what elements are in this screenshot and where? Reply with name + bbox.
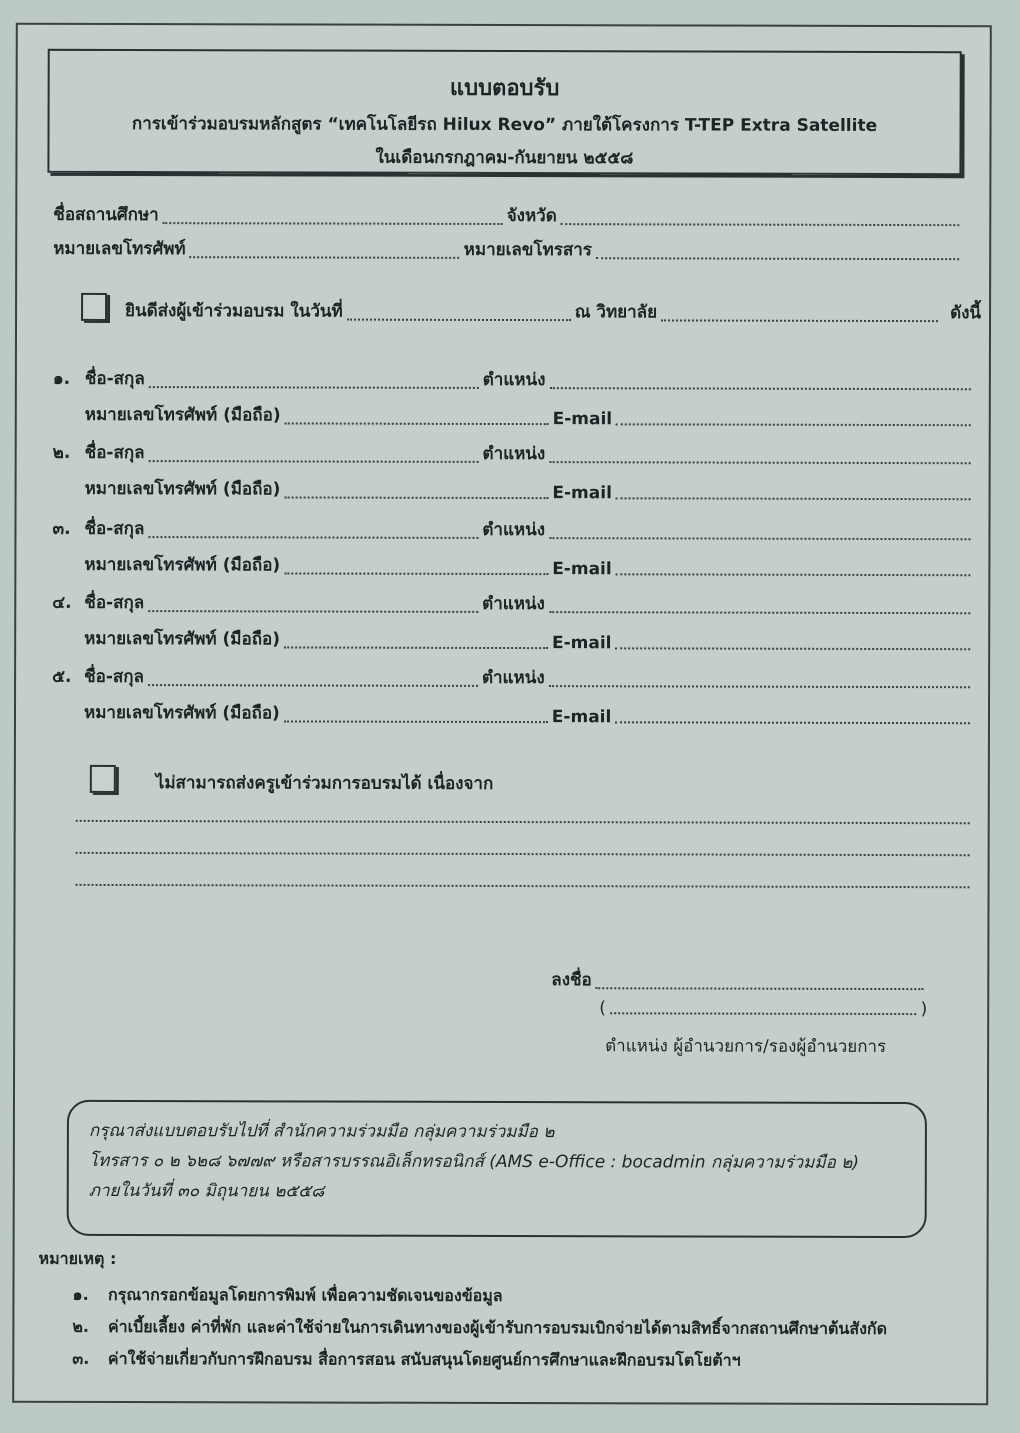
email-label: E-mail bbox=[551, 633, 612, 654]
school-phone-field[interactable] bbox=[190, 255, 460, 259]
email-label: E-mail bbox=[552, 483, 612, 504]
name-field[interactable] bbox=[149, 385, 479, 389]
name-field[interactable] bbox=[149, 459, 479, 463]
decline-label: ไม่สามารถส่งครูเข้าร่วมการอบรมได้ เนื่องจาก bbox=[155, 773, 494, 794]
position-field[interactable] bbox=[549, 610, 970, 614]
fax-field[interactable] bbox=[596, 256, 959, 260]
mobile-label: หมายเลขโทรศัพท์ (มือถือ) bbox=[83, 702, 280, 724]
open-paren: ( bbox=[599, 998, 606, 1019]
school-contact-row bbox=[53, 235, 963, 264]
decline-reason-line[interactable] bbox=[76, 819, 970, 824]
printed-name-field[interactable] bbox=[610, 1011, 917, 1015]
decline-checkbox[interactable] bbox=[90, 765, 116, 793]
notice-line-2: โทรสาร ๐ ๒ ๖๒๘ ๖๗๗๙ หรือสารบรรณอิเล็กทรอนิกส์ (AMS e-Office : bocadmin กลุ่มความร่วมมือ ๒) bbox=[88, 1150, 860, 1173]
participant-contact-row bbox=[84, 625, 974, 654]
mobile-field[interactable] bbox=[284, 495, 548, 499]
participant-contact-row bbox=[84, 699, 974, 728]
position-field[interactable] bbox=[549, 536, 970, 540]
participant-name-row bbox=[52, 515, 974, 544]
mobile-field[interactable] bbox=[284, 645, 548, 649]
email-field[interactable] bbox=[616, 496, 971, 500]
form-period: ในเดือนกรกฎาคม-กันยายน ๒๕๕๘ bbox=[375, 147, 634, 169]
name-field[interactable] bbox=[148, 535, 478, 539]
name-label: ชื่อ-สกุล bbox=[84, 518, 145, 540]
notice-line-3: ภายในวันที่ ๓๐ มิถุนายน ๒๕๕๘ bbox=[88, 1180, 325, 1202]
name-label: ชื่อ-สกุล bbox=[84, 368, 145, 390]
form-subtitle: การเข้าร่วมอบรมหลักสูตร “เทคโนโลยีรถ Hilux Revo” ภายใต้โครงการ T-TEP Extra Satellite bbox=[131, 114, 878, 136]
printed-name-row bbox=[599, 998, 927, 1019]
position-label: ตำแหน่ง bbox=[482, 443, 546, 465]
participant-name-row bbox=[53, 365, 975, 394]
participant-name-row bbox=[52, 589, 974, 618]
participant-number: ๓. bbox=[52, 518, 71, 539]
email-label: E-mail bbox=[552, 559, 612, 580]
participant-name-row bbox=[53, 439, 975, 468]
remarks-title: หมายเหตุ : bbox=[38, 1248, 117, 1268]
participant-name-row bbox=[52, 663, 974, 692]
remark-number: ๓. bbox=[72, 1348, 90, 1368]
form-sheet bbox=[12, 23, 992, 1406]
email-field[interactable] bbox=[616, 646, 971, 650]
mobile-field[interactable] bbox=[284, 719, 548, 723]
mobile-label: หมายเลขโทรศัพท์ (มือถือ) bbox=[84, 404, 281, 426]
participant-contact-row bbox=[85, 401, 975, 430]
school-name-label: ชื่อสถานศึกษา bbox=[53, 204, 159, 226]
province-field[interactable] bbox=[561, 222, 960, 226]
signer-position: ตำแหน่ง ผู้อำนวยการ/รองผู้อำนวยการ bbox=[605, 1036, 887, 1058]
decline-reason-line[interactable] bbox=[76, 883, 970, 888]
email-field[interactable] bbox=[616, 422, 971, 426]
participant-number: ๒. bbox=[52, 442, 71, 463]
province-label: จังหวัด bbox=[506, 206, 557, 227]
sign-label: ลงชื่อ bbox=[551, 970, 592, 991]
remark-text: ค่าใช้จ่ายเกี่ยวกับการฝึกอบรม สื่อการสอน สนับสนุนโดยศูนย์การศึกษาและฝึกอบรมโตโยต้าฯ bbox=[107, 1348, 741, 1370]
email-field[interactable] bbox=[615, 720, 970, 724]
participant-number: ๑. bbox=[52, 368, 71, 389]
accept-row bbox=[125, 297, 981, 326]
position-label: ตำแหน่ง bbox=[482, 519, 546, 541]
school-row bbox=[53, 201, 963, 230]
participant-contact-row bbox=[84, 551, 974, 580]
email-field[interactable] bbox=[616, 572, 971, 576]
position-field[interactable] bbox=[549, 684, 970, 688]
position-label: ตำแหน่ง bbox=[482, 369, 546, 391]
mobile-label: หมายเลขโทรศัพท์ (มือถือ) bbox=[84, 478, 281, 500]
participant-number: ๕. bbox=[52, 666, 72, 687]
name-field[interactable] bbox=[148, 609, 478, 613]
position-field[interactable] bbox=[549, 386, 970, 390]
accept-checkbox[interactable] bbox=[81, 293, 107, 321]
school-name-field[interactable] bbox=[163, 221, 503, 225]
mobile-field[interactable] bbox=[284, 571, 548, 575]
decline-reason-line[interactable] bbox=[76, 851, 970, 856]
college-label: ณ วิทยาลัย bbox=[574, 302, 658, 323]
name-label: ชื่อ-สกุล bbox=[84, 442, 145, 464]
remark-item bbox=[72, 1283, 502, 1309]
fax-label: หมายเลขโทรสาร bbox=[463, 239, 592, 261]
position-field[interactable] bbox=[549, 460, 970, 464]
college-field[interactable] bbox=[661, 318, 938, 322]
signature-field[interactable] bbox=[596, 986, 924, 990]
close-paren: ) bbox=[920, 999, 928, 1020]
header-box bbox=[47, 49, 961, 175]
email-label: E-mail bbox=[552, 409, 613, 430]
notice-box bbox=[67, 1100, 927, 1238]
participant-number: ๔. bbox=[52, 592, 72, 613]
remark-text: กรุณากรอกข้อมูลโดยการพิมพ์ เพื่อความชัดเจนของข้อมูล bbox=[108, 1284, 503, 1306]
form-title: แบบตอบรับ bbox=[449, 75, 560, 102]
remark-text: ค่าเบี้ยเลี้ยง ค่าที่พัก และค่าใช้จ่ายในการเดินทางของผู้เข้ารับการอบรมเบิกจ่ายได้ตามสิทธิ์จากสถานศึกษาต้นสังกัด bbox=[107, 1316, 888, 1339]
mobile-label: หมายเลขโทรศัพท์ (มือถือ) bbox=[84, 554, 281, 576]
notice-line-1: กรุณาส่งแบบตอบรับไปที่ สำนักความร่วมมือ กลุ่มความร่วมมือ ๒ bbox=[88, 1120, 555, 1143]
position-label: ตำแหน่ง bbox=[482, 593, 545, 615]
accept-suffix: ดังนี้ bbox=[950, 303, 982, 324]
remark-item bbox=[72, 1347, 740, 1374]
signature-row bbox=[551, 966, 927, 994]
name-label: ชื่อ-สกุล bbox=[84, 592, 145, 614]
accept-date-field[interactable] bbox=[347, 318, 571, 322]
name-label: ชื่อ-สกุล bbox=[84, 666, 145, 688]
participant-contact-row bbox=[85, 475, 975, 504]
mobile-field[interactable] bbox=[285, 421, 549, 425]
remark-item bbox=[72, 1315, 887, 1342]
remark-number: ๒. bbox=[72, 1316, 90, 1336]
email-label: E-mail bbox=[551, 707, 612, 728]
accept-label: ยินดีส่งผู้เข้าร่วมอบรม ในวันที่ bbox=[125, 301, 343, 322]
school-phone-label: หมายเลขโทรศัพท์ bbox=[53, 238, 186, 260]
name-field[interactable] bbox=[148, 683, 478, 687]
position-label: ตำแหน่ง bbox=[481, 667, 545, 689]
remark-number: ๑. bbox=[72, 1284, 89, 1304]
mobile-label: หมายเลขโทรศัพท์ (มือถือ) bbox=[84, 628, 281, 650]
